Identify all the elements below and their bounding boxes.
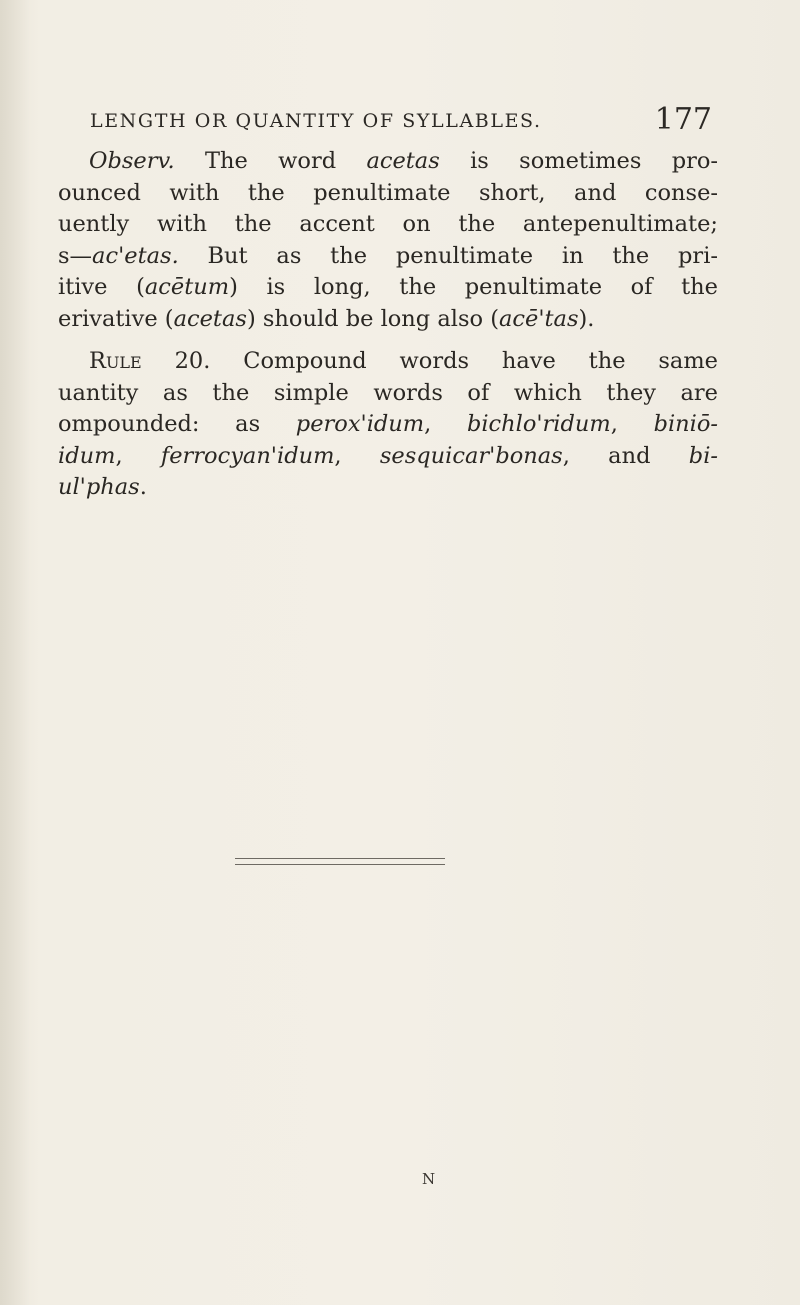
section-divider (235, 864, 445, 865)
rule-number: 20. (141, 348, 211, 374)
text-line: idum, ferrocyan'idum, sesquicar'bonas, and bi- (58, 442, 718, 469)
term-ferrocyanidum: ferrocyan'idum (160, 442, 335, 469)
rule-label: Rule (89, 348, 142, 374)
signature-mark: N (422, 1170, 436, 1188)
text-line: s—ac'etas. But as the penultimate in the pri- (58, 242, 718, 269)
text-line: Observ. The word acetas is sometimes pro- (89, 148, 718, 174)
section-divider (235, 858, 445, 859)
text-line: erivative (acetas) should be long also (acē'tas). (58, 305, 595, 332)
term-peroxidum: perox'idum (295, 411, 425, 437)
term-acetas: acetas (366, 148, 440, 174)
observation-label: Observ. (89, 148, 175, 174)
page-number: 177 (654, 102, 712, 137)
body-text (58, 146, 718, 504)
text-line: ul'phas. (58, 474, 147, 500)
text-line: itive (acētum) is long, the penultimate of the (58, 274, 718, 300)
text-line: Rule 20. Compound words have the same (89, 348, 718, 374)
text-line: ounced with the penultimate short, and conse- (58, 179, 718, 206)
text-line: uently with the accent on the antepenultimate; (58, 211, 718, 237)
term-acetas-accented: ac'etas. (92, 242, 179, 269)
page-gutter-shadow (0, 0, 30, 1305)
term-sesquicarbonas: sesquicar'bonas (379, 442, 563, 469)
running-title: LENGTH OR QUANTITY OF SYLLABLES. (90, 110, 542, 132)
term-acetas: acetas (173, 305, 247, 332)
term-acetas-long: acē'tas (499, 305, 579, 332)
term-bichloridum: bichlo'ridum (466, 411, 611, 437)
running-head (90, 104, 710, 138)
text-line: ompounded: as perox'idum, bichlo'ridum, biniō- (58, 411, 718, 437)
term-bisulphas: bi- (688, 442, 718, 469)
text-line: uantity as the simple words of which they are (58, 379, 718, 406)
paragraph-gap (58, 335, 718, 346)
term-biniodidum: biniō- (653, 411, 718, 437)
term-acetum: acētum (144, 274, 230, 300)
